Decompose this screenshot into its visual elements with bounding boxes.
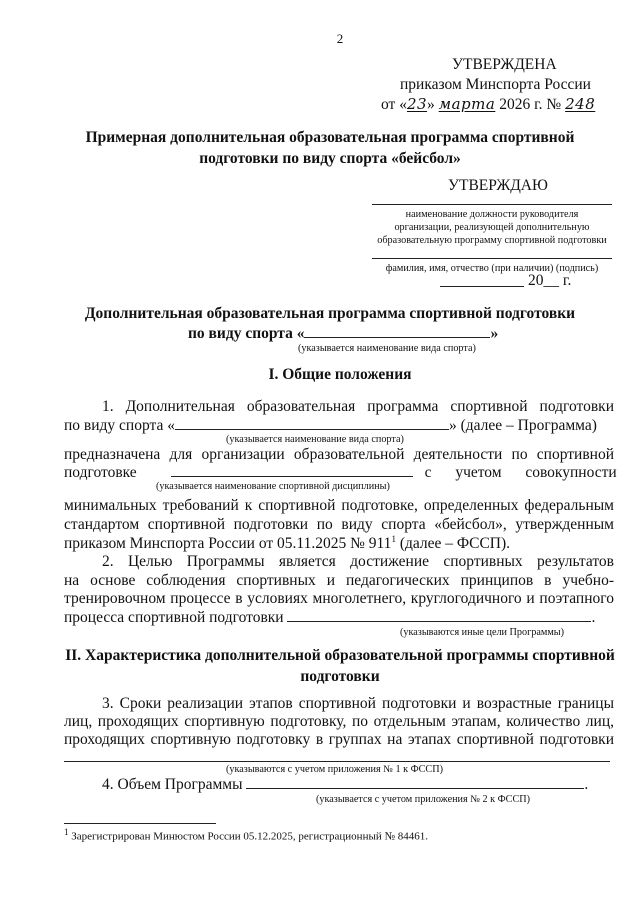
p1-fssp: (далее – ФССП). (395, 535, 511, 553)
p1-line7 (64, 534, 614, 553)
p2-caption: (указываются иные цели Программы) (400, 627, 565, 638)
doc-title: Примерная дополнительная образовательная программа спортивной подготовки по виду спорта «бейсбол» (85, 129, 575, 167)
page-number: 2 (336, 31, 344, 46)
approval-day: 23 (406, 95, 428, 113)
program-title-line1: Дополнительная образовательная программа спортивной подготовки (84, 305, 576, 322)
p1-sport-blank (175, 417, 449, 430)
p1-line5: минимальных требований к спортивной подготовке, определенных федеральным (64, 497, 614, 514)
section2-heading: II. Характеристика дополнительной образовательной программы спортивной подготовки (65, 647, 615, 685)
p3-blank-line (64, 761, 610, 762)
approval-order-line: приказом Минспорта России (400, 76, 591, 93)
p2-line2: на основе соблюдения спортивных и педагогических принципов в учебно- (64, 572, 614, 589)
p1-line1: 1. Дополнительная образовательная программа спортивной подготовки (102, 398, 614, 415)
p3-line3: проходящих спортивную подготовку в группах на этапах спортивной подготовки (64, 731, 614, 748)
approve-caption-1c: образовательную программу спортивной подготовки (377, 235, 607, 246)
footnote-text: Зарегистрирован Минюстом России 05.12.2025, регистрационный № 84461. (68, 830, 428, 843)
p4-caption: (указывается с учетом приложения № 2 к ФССП) (316, 794, 531, 805)
p1-sport-prefix: по виду спорта « (64, 417, 175, 434)
footnote-separator (64, 823, 216, 824)
p1-order-ref: приказом Минспорта России от 05.11.2025 № 911 (64, 535, 392, 553)
p3-line1: 3. Сроки реализации этапов спортивной подготовки и возрастные границы (102, 695, 614, 712)
p2-line1: 2. Целью Программы является достижение спортивных результатов (102, 553, 614, 570)
p1-line2 (64, 417, 614, 435)
p2-goal-prefix: процесса спортивной подготовки (64, 609, 284, 626)
section1-heading: I. Общие положения (268, 366, 412, 383)
approve-caption-1a: наименование должности руководителя (405, 209, 579, 220)
p3-line2: лиц, проходящих спортивную подготовку, по отдельным этапам, количество лиц, (64, 713, 614, 730)
approve-date-suffix: 20__ г. (528, 272, 572, 289)
footnote (64, 827, 428, 843)
p1-discipline-prefix: подготовке (64, 464, 137, 481)
footnote-ref-1: 1 (391, 534, 396, 544)
p2-line4 (64, 609, 614, 627)
p1-discipline-suffix: с учетом совокупности (424, 464, 617, 481)
p1-caption-discipline: (указывается наименование спортивной дисциплины) (156, 481, 390, 492)
approve-date-line (440, 286, 524, 287)
p4-prefix: 4. Объем Программы (102, 776, 243, 793)
approval-year: 2026 г. № (499, 96, 562, 113)
p1-caption-sport: (указывается наименование вида спорта) (226, 434, 404, 445)
program-title-suffix: » (490, 325, 499, 342)
p4-line (102, 776, 640, 794)
program-title-caption: (указывается наименование вида спорта) (298, 343, 476, 354)
approve-caption-2: фамилия, имя, отчество (при наличии) (подпись) (385, 263, 599, 274)
approve-line-2 (372, 258, 612, 259)
approval-number: 248 (565, 95, 596, 113)
p1-line4 (64, 464, 617, 482)
p2-goal-suffix: . (591, 609, 596, 626)
p4-suffix: . (584, 776, 589, 793)
p1-sport-suffix: » (далее – Программа) (448, 417, 597, 434)
p4-blank (246, 776, 584, 789)
p2-line3: тренировочном процессе в условиях многолетнего, круглогодичного и поэтапного (64, 590, 614, 607)
program-sport-blank (304, 325, 490, 338)
footnote-mark: 1 (64, 827, 69, 837)
p1-discipline-blank (171, 464, 413, 477)
approval-date-mid: » (427, 96, 435, 113)
approval-date-prefix: от « (381, 96, 407, 113)
program-title-line2 (188, 325, 498, 343)
p1-line3: предназначена для организации образовательной деятельности по спортивной (64, 446, 614, 463)
p2-goal-blank (287, 609, 591, 622)
approval-month: марта (438, 95, 496, 113)
program-title-prefix: по виду спорта « (188, 325, 305, 342)
p1-line6: стандартом спортивной подготовки по виду спорта «бейсбол», утвержденным (64, 516, 614, 533)
p3-caption: (указываются с учетом приложения № 1 к ФССП) (226, 764, 443, 775)
approval-date-line (381, 95, 595, 114)
approve-title: УТВЕРЖДАЮ (448, 177, 548, 194)
approve-line-1 (372, 204, 612, 205)
approve-caption-1b: организации, реализующей дополнительную (394, 222, 590, 233)
approval-title: УТВЕРЖДЕНА (452, 56, 557, 73)
